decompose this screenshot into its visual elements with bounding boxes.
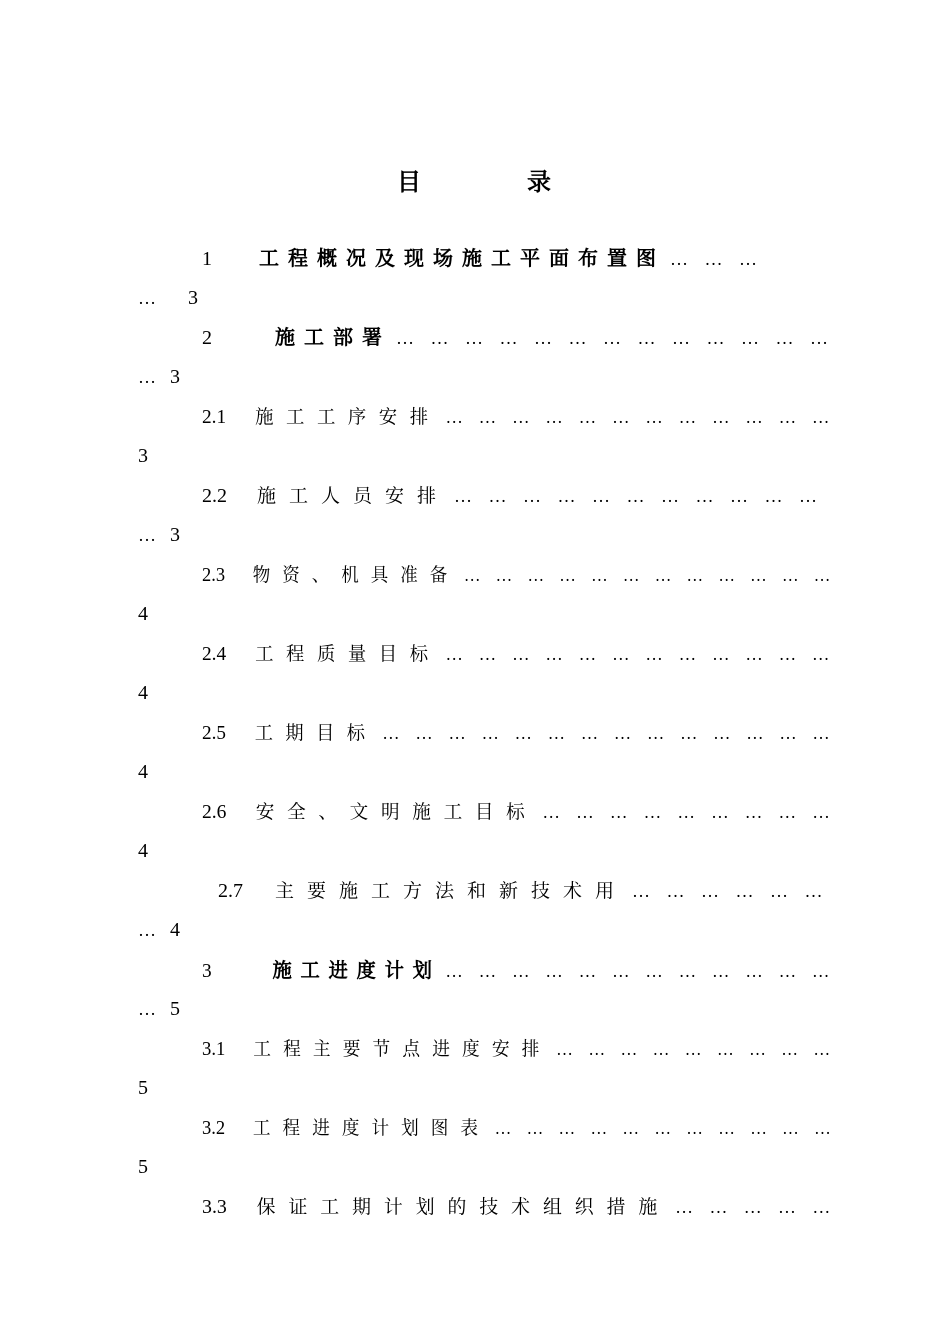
toc-entry-3-2[interactable]	[202, 1116, 836, 1140]
toc-leader-dots: …	[138, 367, 162, 387]
toc-number: 2.7	[218, 880, 243, 902]
toc-number: 2.4	[202, 643, 227, 665]
toc-leader-dots: … … …	[670, 249, 763, 269]
toc-leader-dots: … … … … … … … … … … … …	[445, 644, 836, 664]
toc-heading: 施工进度计划	[272, 958, 441, 982]
toc-number: 2.1	[202, 406, 227, 428]
toc-heading: 工程进度计划图表	[252, 1117, 491, 1139]
toc-entry-3-continuation	[138, 997, 180, 1021]
toc-entry-2[interactable]	[202, 325, 834, 350]
toc-number: 2.6	[202, 801, 227, 823]
toc-heading: 工程概况及现场施工平面布置图	[259, 246, 665, 270]
toc-entry-2-1-continuation	[138, 444, 148, 468]
toc-leader-dots: … … … … … … … … … … … … …	[396, 328, 834, 348]
toc-page-number: 4	[170, 919, 180, 941]
toc-entry-2-7-continuation	[138, 918, 180, 942]
toc-page-number: 4	[138, 761, 148, 783]
toc-page-number: 4	[138, 840, 148, 862]
toc-entry-3-3[interactable]	[202, 1195, 836, 1219]
title-right-char: 录	[527, 168, 553, 196]
toc-entry-2-5-continuation	[138, 760, 148, 784]
toc-entry-1-continuation	[138, 286, 198, 310]
toc-page-number: 5	[138, 1156, 148, 1178]
toc-heading: 施工人员安排	[257, 485, 450, 507]
toc-entry-3-2-continuation	[138, 1155, 148, 1179]
page-title	[0, 162, 950, 197]
toc-entry-2-6-continuation	[138, 839, 148, 863]
toc-entry-2-continuation	[138, 365, 180, 389]
toc-page-number: 5	[170, 998, 180, 1020]
toc-entry-2-3-continuation	[138, 602, 148, 626]
toc-leader-dots: … … … … … … … … … … … …	[445, 407, 836, 427]
toc-entry-2-5[interactable]	[202, 721, 835, 745]
toc-page-number: 4	[138, 682, 148, 704]
toc-heading: 工程质量目标	[255, 643, 441, 665]
toc-number: 2	[202, 327, 212, 349]
toc-entry-2-7[interactable]	[218, 879, 829, 903]
toc-heading: 物资、机具准备	[252, 564, 460, 586]
toc-leader-dots: … … … … … … … … …	[556, 1039, 836, 1059]
toc-entry-2-6[interactable]	[202, 800, 836, 824]
toc-entry-2-3[interactable]	[202, 563, 836, 587]
title-left-char: 目	[397, 168, 423, 196]
toc-leader-dots: …	[138, 920, 162, 940]
toc-heading: 施工工序安排	[255, 406, 441, 428]
toc-leader-dots: …	[138, 525, 162, 545]
toc-heading: 施工部署	[275, 325, 391, 349]
toc-number: 1	[202, 248, 212, 270]
toc-page-number: 3	[188, 287, 198, 309]
toc-heading: 工期目标	[254, 722, 378, 744]
toc-entry-2-2[interactable]	[202, 484, 823, 508]
toc-entry-1[interactable]	[202, 246, 763, 271]
toc-number: 2.2	[202, 485, 227, 507]
toc-leader-dots: …	[138, 288, 162, 308]
toc-entry-3[interactable]	[202, 958, 835, 983]
toc-heading: 安全、文明施工目标	[255, 801, 538, 823]
toc-number: 3	[202, 960, 212, 982]
toc-leader-dots: … … … … … … … … … … …	[494, 1118, 837, 1138]
toc-number: 3.2	[202, 1117, 226, 1139]
toc-page-number: 3	[170, 366, 180, 388]
toc-heading: 工程主要节点进度安排	[253, 1038, 552, 1060]
toc-number: 3.1	[202, 1038, 226, 1060]
toc-number: 2.5	[202, 722, 226, 744]
toc-entry-2-1[interactable]	[202, 405, 835, 429]
toc-number: 2.3	[202, 564, 226, 586]
toc-entry-2-4-continuation	[138, 681, 148, 705]
toc-leader-dots: … … … … … …	[632, 881, 829, 901]
toc-leader-dots: … … … … … … … … … … … … … …	[382, 723, 836, 743]
toc-page-number: 3	[170, 524, 180, 546]
toc-leader-dots: …	[138, 999, 162, 1019]
toc-entry-2-2-continuation	[138, 523, 180, 547]
toc-leader-dots: … … … … …	[675, 1197, 837, 1217]
toc-leader-dots: … … … … … … … … … … … …	[445, 961, 836, 981]
toc-page-number: 5	[138, 1077, 148, 1099]
toc-entry-3-1-continuation	[138, 1076, 148, 1100]
toc-heading: 主要施工方法和新技术用	[275, 880, 628, 902]
toc-leader-dots: … … … … … … … … … … … …	[463, 565, 836, 585]
toc-entry-3-1[interactable]	[202, 1037, 836, 1061]
toc-number: 3.3	[202, 1196, 227, 1218]
toc-heading: 保证工期计划的技术组织措施	[256, 1196, 671, 1218]
toc-leader-dots: … … … … … … … … … … …	[454, 486, 824, 506]
toc-leader-dots: … … … … … … … … …	[542, 802, 836, 822]
toc-entry-2-4[interactable]	[202, 642, 835, 666]
toc-page-number: 3	[138, 445, 148, 467]
toc-page-number: 4	[138, 603, 148, 625]
